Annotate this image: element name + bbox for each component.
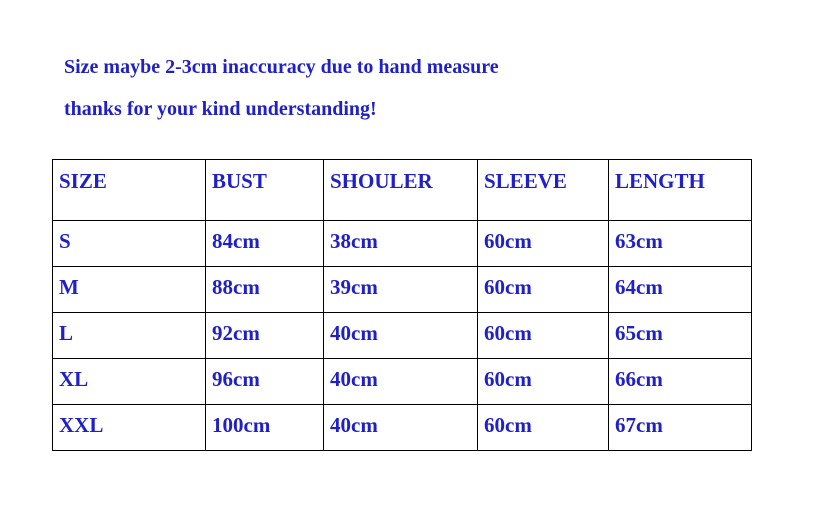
header-bust: BUST bbox=[206, 160, 324, 221]
cell-bust: 84cm bbox=[206, 221, 324, 267]
header-size: SIZE bbox=[53, 160, 206, 221]
cell-length: 64cm bbox=[609, 267, 752, 313]
table-row bbox=[53, 221, 752, 267]
cell-bust: 92cm bbox=[206, 313, 324, 359]
cell-sleeve: 60cm bbox=[478, 267, 609, 313]
cell-size: S bbox=[53, 221, 206, 267]
cell-size: XXL bbox=[53, 405, 206, 451]
cell-bust: 88cm bbox=[206, 267, 324, 313]
cell-shoulder: 40cm bbox=[324, 359, 478, 405]
cell-size: M bbox=[53, 267, 206, 313]
header-shoulder: SHOULER bbox=[324, 160, 478, 221]
cell-sleeve: 60cm bbox=[478, 221, 609, 267]
table-row bbox=[53, 267, 752, 313]
cell-sleeve: 60cm bbox=[478, 405, 609, 451]
cell-length: 66cm bbox=[609, 359, 752, 405]
cell-shoulder: 38cm bbox=[324, 221, 478, 267]
cell-bust: 100cm bbox=[206, 405, 324, 451]
table-row bbox=[53, 359, 752, 405]
cell-length: 63cm bbox=[609, 221, 752, 267]
note-thanks: thanks for your kind understanding! bbox=[64, 98, 377, 120]
cell-shoulder: 40cm bbox=[324, 313, 478, 359]
table-header-row bbox=[53, 160, 752, 221]
cell-shoulder: 39cm bbox=[324, 267, 478, 313]
table-row bbox=[53, 313, 752, 359]
note-measure-inaccuracy: Size maybe 2-3cm inaccuracy due to hand measure bbox=[64, 56, 499, 78]
size-chart-table bbox=[52, 159, 752, 451]
header-sleeve: SLEEVE bbox=[478, 160, 609, 221]
cell-size: L bbox=[53, 313, 206, 359]
header-length: LENGTH bbox=[609, 160, 752, 221]
cell-length: 65cm bbox=[609, 313, 752, 359]
table-row bbox=[53, 405, 752, 451]
cell-length: 67cm bbox=[609, 405, 752, 451]
cell-bust: 96cm bbox=[206, 359, 324, 405]
cell-sleeve: 60cm bbox=[478, 359, 609, 405]
cell-sleeve: 60cm bbox=[478, 313, 609, 359]
cell-shoulder: 40cm bbox=[324, 405, 478, 451]
cell-size: XL bbox=[53, 359, 206, 405]
